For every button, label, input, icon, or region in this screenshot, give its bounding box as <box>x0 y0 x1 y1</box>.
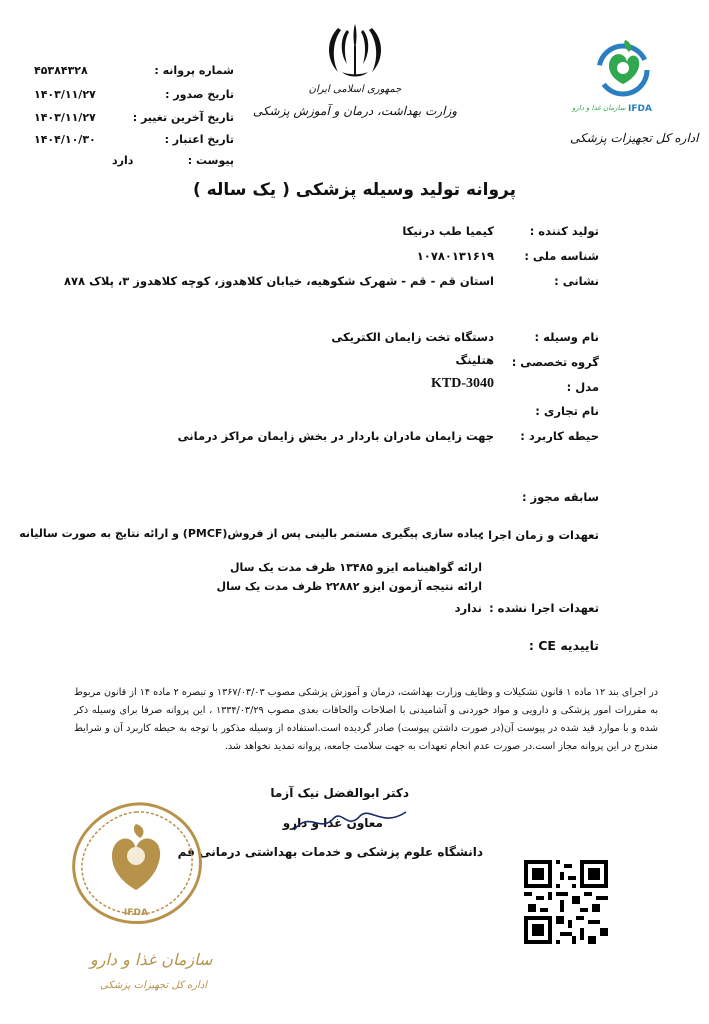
meta-last-change-date <box>34 111 234 133</box>
national-id-value: ۱۰۷۸۰۱۳۱۶۱۹ <box>416 249 494 263</box>
meta-license-number <box>34 64 234 86</box>
page-title: پروانه تولید وسیله پزشکی ( یک ساله ) <box>192 180 517 200</box>
seal-logo-text: IFDA <box>124 908 148 918</box>
meta-issue-date <box>34 88 234 110</box>
ifda-logo-caption: سازمان غذا و دارو <box>572 104 626 112</box>
commitment-line: ارائه نتیجه آزمون ایزو ۲۲۸۸۲ ظرف مدت یک سال <box>216 580 482 593</box>
scope-of-use-value: جهت زایمان مادران باردار در بخش زایمان مراکز درمانی <box>177 429 494 443</box>
device-name-value: دستگاه تخت زایمان الکتریکی <box>331 330 494 344</box>
commitment-line: پیاده سازی پیگیری مستمر بالینی پس از فروش(PMCF) و ارائه نتایج به صورت سالیانه <box>19 527 482 540</box>
meta-label: تاریخ صدور : <box>165 88 234 101</box>
trade-name-label: نام تجاری : <box>535 404 599 418</box>
republic-name: جمهوری اسلامی ایران <box>308 84 402 95</box>
seal-org-name: سازمان غذا و دارو <box>90 950 213 969</box>
specialty-group-label: گروه تخصصی : <box>511 355 599 369</box>
device-name-label: نام وسیله : <box>534 330 599 344</box>
unfulfilled-value: ندارد <box>454 601 482 615</box>
ministry-name: وزارت بهداشت، درمان و آموزش پزشکی <box>252 104 458 118</box>
unfulfilled-label: تعهدات اجرا نشده : <box>489 601 599 615</box>
meta-value: ۱۴۰۳/۱۱/۲۷ <box>34 111 96 124</box>
meta-label: تاریخ اعتبار : <box>164 133 234 146</box>
ce-approval-label: تاییدیه CE : <box>528 638 599 653</box>
commitment-line: ارائه گواهینامه ایزو ۱۳۴۸۵ ظرف مدت یک سال <box>229 561 482 574</box>
ifda-logo-text: IFDA <box>628 104 652 114</box>
signatory-name: دکتر ابوالفضل نیک آزما <box>270 786 409 800</box>
seal-department: اداره کل تجهیزات پزشکی <box>100 980 208 991</box>
iran-emblem-icon <box>320 20 390 82</box>
manufacturer-value: کیمیا طب درنیکا <box>402 224 494 238</box>
license-history-label: سابقه مجوز : <box>521 490 599 504</box>
signature-icon <box>290 800 410 840</box>
ifda-seal-icon <box>66 798 206 948</box>
address-label: نشانی : <box>554 274 599 288</box>
manufacturer-label: تولید کننده : <box>529 224 599 238</box>
specialty-group-value: هتلینگ <box>455 353 494 367</box>
meta-attachment <box>34 154 234 176</box>
ifda-department: اداره کل تجهیزات پزشکی <box>570 131 699 145</box>
national-id-label: شناسه ملی : <box>524 249 599 263</box>
meta-label: تاریخ آخرین تغییر : <box>132 111 234 124</box>
meta-value: ۴۵۳۸۴۳۲۸ <box>34 64 88 77</box>
commitments-label: تعهدات و زمان اجرا : <box>479 528 599 542</box>
model-value: KTD-3040 <box>431 376 494 391</box>
meta-value: ۱۴۰۳/۱۱/۲۷ <box>34 88 96 101</box>
signatory-role: معاون غذا و دارو <box>282 816 383 830</box>
qr-code-icon <box>524 860 608 944</box>
meta-validity-date <box>34 133 234 155</box>
ifda-logo-icon <box>585 36 665 112</box>
signatory-organization: دانشگاه علوم پزشکی و خدمات بهداشتی درمانی قم <box>177 845 483 859</box>
address-value: استان قم - قم - شهرک شکوهیه، خیابان کلاهدوز، کوچه کلاهدوز ۳، پلاک ۸۷۸ <box>64 274 494 288</box>
meta-value: دارد <box>112 154 134 167</box>
model-label: مدل : <box>566 380 599 394</box>
meta-value: ۱۴۰۴/۱۰/۳۰ <box>34 133 96 146</box>
meta-label: شماره پروانه : <box>154 64 234 77</box>
scope-of-use-label: حیطه کاربرد : <box>520 429 599 443</box>
meta-label: پیوست : <box>187 154 234 167</box>
legal-text: در اجرای بند ۱۲ ماده ۱ قانون تشکیلات و وظایف وزارت بهداشت، درمان و آموزش پزشکی مصوب ۱۳۶۷/۰۳/۰۳ و تبصره ۲ ماده ۱۴ از قانون مربوط به مقررات امور پزشکی و دارویی و مواد خوردنی و آشامیدنی با اصلاحات والحاقات بعدی مصوب ۱۳۳۴/۰۳/۲۹ ، این پروانه صرفا برای وسیله ذکر شده و با موارد قید شده در پیوست آن(در صورت داشتن پیوست) صادر گردیده است.استفاده از وسیله مذکور با توجه به حیطه کاربرد آن و شرایط مندرج در این پروانه مجاز است.در صورت عدم انجام تعهدات به جهت سلامت جامعه، پروانه تمدید نخواهد شد. <box>74 687 659 752</box>
